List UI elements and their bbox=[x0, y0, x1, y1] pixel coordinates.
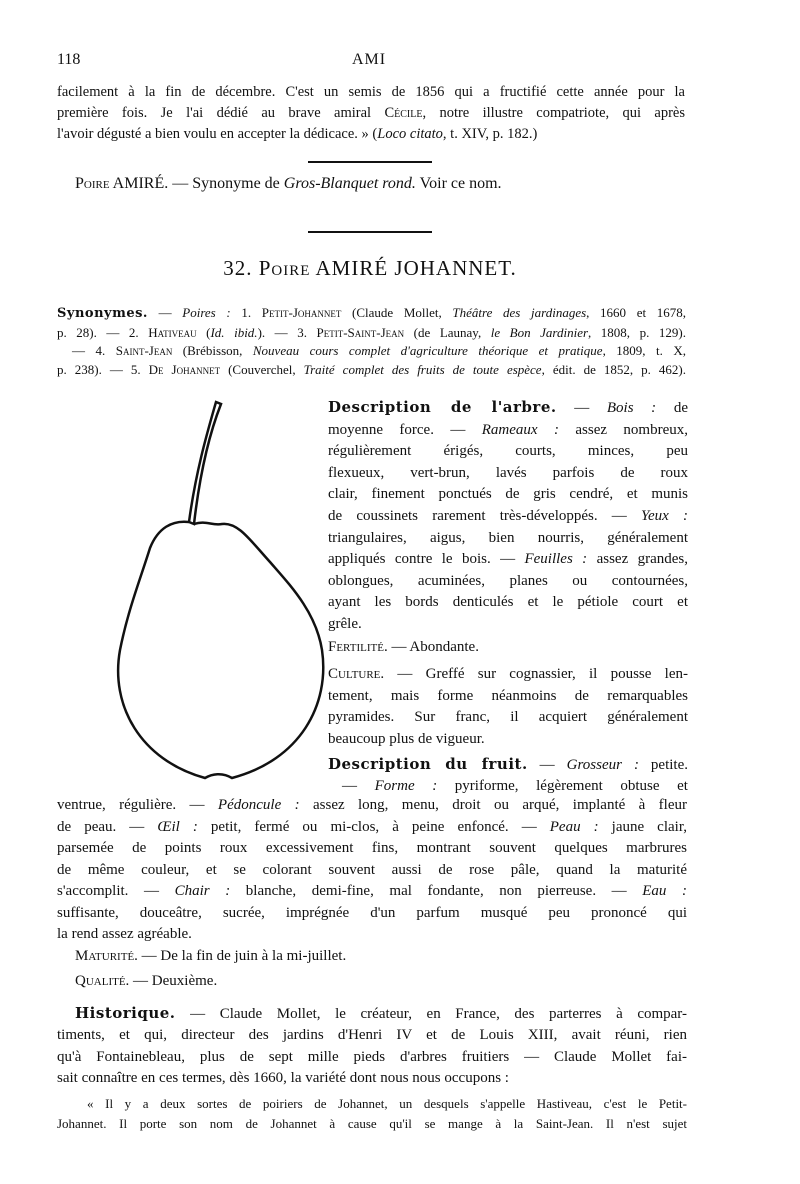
text-segment: triangulaires, aigus, bien nourris, généralement bbox=[328, 529, 688, 546]
text-segment: Gros-Blanquet rond. bbox=[283, 175, 416, 192]
text-segment: facilement à la fin de décembre. C'est un semis de 1856 qui a fructifié cette année pour la bbox=[57, 84, 685, 100]
text-line bbox=[328, 664, 688, 686]
text-line bbox=[328, 754, 688, 777]
running-title: AMI bbox=[352, 51, 387, 68]
text-line bbox=[328, 528, 688, 550]
text-line bbox=[57, 1094, 687, 1114]
synonymes-paragraph bbox=[57, 304, 686, 379]
text-segment: — Deuxième. bbox=[129, 973, 218, 989]
text-segment: Id. ibid. bbox=[210, 324, 258, 340]
text-segment: moyenne force. — bbox=[328, 421, 482, 438]
text-segment: Feuilles : bbox=[524, 551, 588, 568]
section-heading: Synonymes. bbox=[57, 306, 148, 321]
fruit-and-history bbox=[57, 795, 687, 1134]
text-segment: de même couleur, et se colorant souvent aussi de rose pâle, quand la maturité bbox=[57, 861, 687, 878]
text-line bbox=[57, 1003, 687, 1026]
text-segment: Rameaux : bbox=[481, 421, 559, 438]
text-segment: Théâtre des jardinages bbox=[452, 305, 587, 320]
text-segment: , 1809, t. X, bbox=[602, 343, 687, 358]
text-segment: ventrue, régulière. — bbox=[57, 797, 218, 813]
text-segment: Chair : bbox=[174, 883, 231, 899]
text-segment: petite. bbox=[638, 756, 688, 773]
text-segment: l'avoir dégusté a bien voulu en accepter la dédicace. » ( bbox=[57, 126, 378, 142]
poire-amire-entry bbox=[75, 175, 502, 193]
text-segment: , 1808, p. 129). bbox=[588, 324, 686, 340]
divider bbox=[308, 231, 432, 233]
text-segment: Cécile bbox=[384, 105, 423, 121]
text-segment: Poires : bbox=[182, 305, 231, 320]
text-segment: (Couverchel, bbox=[220, 361, 304, 377]
text-segment: assez long, menu, droit ou arqué, implanté à fleur bbox=[299, 797, 687, 813]
text-segment: (Claude Mollet, bbox=[341, 305, 453, 320]
pear-stem bbox=[189, 402, 221, 524]
text-segment: Culture. bbox=[328, 666, 385, 683]
intro-paragraph bbox=[57, 82, 685, 145]
divider bbox=[308, 161, 432, 163]
text-line bbox=[57, 817, 687, 839]
text-segment: — De la fin de juin à la mi-juillet. bbox=[137, 947, 347, 964]
text-segment: sait connaître en ces termes, dès 1660, la variété dont nous nous occupons : bbox=[57, 1070, 509, 1086]
text-line bbox=[328, 686, 688, 708]
text-segment: tement, mais forme néanmoins de remarquables bbox=[328, 687, 688, 704]
text-line bbox=[328, 397, 688, 420]
text-line bbox=[57, 1047, 687, 1069]
text-segment: ). — 3. bbox=[257, 324, 317, 340]
text-segment: Petit-Johannet bbox=[261, 305, 342, 320]
pear-illustration bbox=[100, 390, 340, 790]
text-line bbox=[328, 506, 688, 528]
text-segment: — bbox=[342, 778, 375, 795]
text-segment: , notre illustre compatriote, qui après bbox=[422, 105, 686, 121]
text-segment: — Abondante. bbox=[387, 638, 479, 655]
text-line bbox=[328, 729, 688, 751]
entry-poire: Poire bbox=[258, 256, 311, 280]
entry-title bbox=[0, 256, 740, 281]
text-segment: première fois. Je l'ai dédié au brave amiral bbox=[57, 105, 385, 121]
text-segment: Poire bbox=[75, 175, 110, 192]
text-segment: « Il y a deux sortes de poiriers de Johannet, un desquels s'appelle Hastiveau, c'est le Petit- bbox=[87, 1095, 687, 1111]
text-segment: le Bon Jardinier bbox=[490, 324, 589, 340]
text-segment: ( bbox=[196, 324, 211, 340]
arbre-description bbox=[328, 397, 688, 798]
entry-name: AMIRÉ JOHANNET. bbox=[315, 256, 517, 280]
text-segment: De Johannet bbox=[148, 361, 221, 377]
text-segment: oblongues, acuminées, planes ou contournées, bbox=[328, 572, 688, 589]
entry-number: 32. bbox=[223, 256, 253, 280]
text-line bbox=[57, 971, 687, 993]
text-segment: appliqués contre le bois. — bbox=[328, 551, 525, 568]
text-segment: (Brébisson, bbox=[172, 343, 253, 358]
text-segment: s'accomplit. — bbox=[57, 883, 175, 899]
text-segment: Yeux : bbox=[641, 507, 688, 524]
text-segment: Forme : bbox=[374, 778, 438, 795]
text-segment: ayant les bords denticulés et le pétiole court et bbox=[328, 594, 688, 611]
text-line bbox=[57, 1114, 687, 1134]
text-segment: de peau. — bbox=[57, 818, 158, 835]
text-segment: — bbox=[556, 400, 607, 416]
text-line bbox=[57, 103, 685, 124]
section-heading: Description du fruit. bbox=[328, 754, 528, 773]
text-line bbox=[57, 860, 687, 882]
text-line bbox=[57, 903, 687, 925]
text-segment: Saint-Jean bbox=[115, 343, 173, 358]
section-heading: Description de l'arbre. bbox=[328, 398, 557, 416]
text-segment: Qualité. bbox=[75, 973, 130, 989]
text-line bbox=[57, 361, 686, 380]
text-segment: Traité complet des fruits de toute espèce bbox=[303, 361, 542, 377]
text-line bbox=[57, 795, 687, 817]
text-segment: Grosseur : bbox=[566, 756, 639, 773]
text-segment: , 1660 et 1678, bbox=[586, 305, 686, 320]
page-number: 118 bbox=[57, 51, 81, 68]
fertilite bbox=[328, 637, 688, 659]
text-line bbox=[57, 924, 687, 946]
text-segment: Hativeau bbox=[148, 324, 197, 340]
pear-outline bbox=[118, 522, 323, 778]
text-line bbox=[57, 342, 686, 361]
text-segment: Nouveau cours complet d'agriculture théorique et pratique bbox=[252, 343, 603, 358]
text-segment: timents, et qui, directeur des jardins d'Henri IV et de Louis XIII, avait réuni, rien bbox=[57, 1027, 687, 1043]
text-segment: — bbox=[527, 756, 567, 773]
text-segment: — Greffé sur cognassier, il pousse len- bbox=[384, 666, 688, 683]
text-segment: flexueux, vert-brun, lavés parfois de roux bbox=[328, 464, 688, 481]
text-segment: pyramides. Sur franc, il acquiert généralement bbox=[328, 709, 688, 726]
text-segment: Pédoncule : bbox=[217, 797, 300, 813]
text-line bbox=[57, 946, 687, 968]
text-line bbox=[57, 1025, 687, 1047]
text-line bbox=[328, 441, 688, 463]
text-line bbox=[57, 304, 686, 324]
text-segment: Fertilité. bbox=[328, 638, 388, 655]
text-segment: Johannet. Il porte son nom de Johannet à cause qu'il se mange à la Saint-Jean. Il n'est sujet bbox=[57, 1115, 687, 1131]
text-segment: p. 28). — 2. bbox=[57, 324, 149, 340]
text-segment: (de Launay, bbox=[404, 324, 491, 340]
text-line bbox=[57, 838, 687, 860]
text-segment: parsemée de points roux excessivement fins, montrant souvent quelques marbrures bbox=[57, 840, 687, 856]
text-segment: Eau : bbox=[642, 883, 687, 899]
text-line bbox=[57, 124, 685, 145]
text-segment: qu'à Fontainebleau, plus de sept mille pieds d'arbres fruitiers — Claude Mollet fai- bbox=[57, 1048, 687, 1065]
text-segment: AMIRÉ. — Synonyme de bbox=[109, 175, 284, 192]
text-segment: blanche, demi-fine, mal fondante, non pierreuse. — bbox=[230, 883, 643, 899]
text-segment: pyriforme, légèrement obtuse et bbox=[437, 778, 688, 795]
text-segment: Maturité. bbox=[75, 947, 138, 964]
text-segment: Peau : bbox=[549, 818, 599, 835]
text-segment: beaucoup plus de vigueur. bbox=[328, 730, 485, 747]
text-segment: — bbox=[147, 305, 183, 320]
text-segment: jaune clair, bbox=[598, 818, 687, 835]
text-line bbox=[57, 324, 686, 343]
text-segment: régulièrement érigés, courts, minces, peu bbox=[328, 443, 688, 460]
text-segment: assez grandes, bbox=[587, 551, 689, 568]
text-line bbox=[328, 484, 688, 506]
text-line bbox=[328, 463, 688, 485]
text-segment: suffisante, douceâtre, sucrée, imprégnée d'un parfum musqué peu prononcé qui bbox=[57, 904, 687, 921]
text-line bbox=[328, 571, 688, 593]
text-segment: — 4. bbox=[72, 343, 116, 358]
text-segment: clair, finement ponctués de gris cendré, et munis bbox=[328, 486, 688, 503]
text-segment: 1. bbox=[230, 305, 262, 320]
text-segment: Voir ce nom. bbox=[415, 175, 502, 192]
text-segment: Loco citato bbox=[377, 126, 443, 142]
text-segment: petit, fermé ou mi-clos, à peine enfoncé. — bbox=[197, 818, 550, 835]
text-line bbox=[328, 592, 688, 614]
text-line bbox=[328, 707, 688, 729]
text-segment: de bbox=[656, 400, 688, 416]
text-segment: Bois : bbox=[606, 400, 657, 416]
text-segment: Petit-Saint-Jean bbox=[316, 324, 405, 340]
text-segment: la rend assez agréable. bbox=[57, 926, 192, 942]
text-line bbox=[57, 1068, 687, 1090]
text-line bbox=[328, 614, 688, 636]
text-segment: , t. XIV, p. 182.) bbox=[442, 126, 538, 142]
text-segment: p. 238). — 5. bbox=[57, 361, 149, 377]
text-line bbox=[57, 82, 685, 103]
text-segment: grêle. bbox=[328, 615, 362, 632]
text-line bbox=[328, 549, 688, 571]
text-segment: , édit. de 1852, p. 462). bbox=[541, 361, 686, 377]
text-line bbox=[75, 175, 502, 193]
text-line bbox=[328, 420, 688, 442]
section-heading: Historique. bbox=[75, 1003, 176, 1022]
text-line bbox=[57, 881, 687, 903]
text-segment: assez nombreux, bbox=[558, 421, 688, 438]
text-segment: Œil : bbox=[157, 818, 198, 835]
text-segment: de coussinets rarement très-développés. — bbox=[328, 507, 642, 524]
text-segment: — Claude Mollet, le créateur, en France, des parterres à compar- bbox=[175, 1005, 687, 1022]
